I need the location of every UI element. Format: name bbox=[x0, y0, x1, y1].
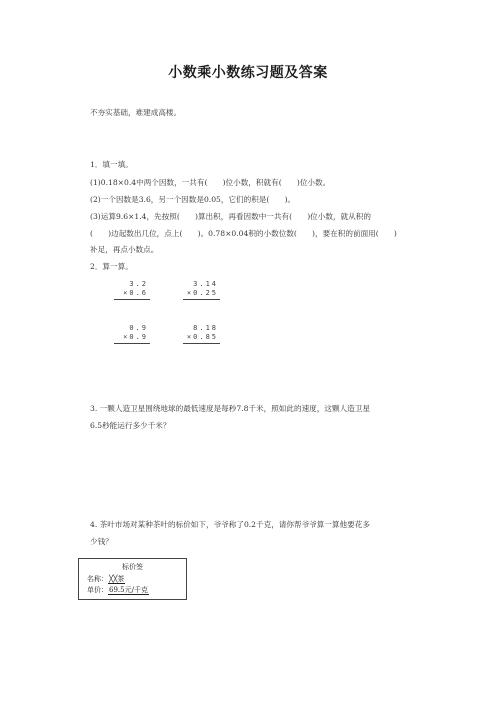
question-4-line1: 4. 茶叶市场对某种茶叶的标价如下，爷爷称了0.2千克，请你帮爷爷算一算他要花多 bbox=[90, 520, 370, 529]
calc-item-2-bottom: ×0.25 bbox=[183, 289, 220, 300]
page-title: 小数乘小数练习题及答案 bbox=[168, 65, 328, 81]
calc-item-2 bbox=[183, 280, 220, 300]
question-1-3-line3: 补足，再点小数点。 bbox=[90, 245, 159, 254]
calc-item-1 bbox=[114, 280, 150, 300]
section2-heading: 2．算一算。 bbox=[90, 262, 133, 271]
calc-item-4 bbox=[183, 324, 220, 344]
question-1-3-line2: ( )边起数出几位，点上( )。0.78×0.04积的小数位数( )，要在积的前面用( ) bbox=[90, 229, 397, 238]
price-tag-name-row bbox=[87, 574, 125, 584]
calc-item-4-bottom: ×0.85 bbox=[183, 333, 220, 344]
price-tag-price-label: 单价： bbox=[87, 586, 108, 594]
calc-item-2-top: 3.14 bbox=[193, 280, 218, 288]
price-tag-price-row bbox=[87, 585, 149, 595]
calc-item-3-top: 0.9 bbox=[129, 324, 148, 332]
question-4-line2: 少钱？ bbox=[90, 537, 113, 546]
question-3-line2: 6.5秒能运行多少千米？ bbox=[90, 421, 171, 430]
question-1-2: (2)一个因数是3.6，另一个因数是0.05，它们的积是( )。 bbox=[90, 195, 296, 204]
calc-item-3 bbox=[114, 324, 150, 344]
price-tag-name-label: 名称： bbox=[87, 575, 108, 583]
price-tag-name-value: ╳╳茶 bbox=[109, 575, 125, 583]
question-1-1: (1)0.18×0.4中两个因数，一共有( )位小数，积就有( )位小数。 bbox=[90, 178, 331, 187]
question-3-line1: 3. 一颗人造卫星围绕地球的最低速度是每秒7.8千米，照如此的速度，这颗人造卫星 bbox=[90, 404, 370, 413]
price-tag-price-value: 69.5元/千克 bbox=[109, 586, 148, 594]
calc-item-1-top: 3.2 bbox=[129, 280, 148, 288]
calc-item-3-bottom: ×0.9 bbox=[114, 333, 150, 344]
motto: 不夯实基础，难建成高楼。 bbox=[90, 108, 182, 117]
price-tag-title: 标价签 bbox=[122, 563, 143, 571]
question-1-3-line1: (3)运算9.6×1.4，先按照( )算出积，再看因数中一共有( )位小数，就从积的 bbox=[90, 212, 371, 221]
calc-item-1-bottom: ×0.6 bbox=[114, 289, 150, 300]
section1-heading: 1．填一填。 bbox=[90, 160, 133, 169]
calc-item-4-top: 8.18 bbox=[193, 324, 218, 332]
price-tag bbox=[78, 558, 187, 600]
